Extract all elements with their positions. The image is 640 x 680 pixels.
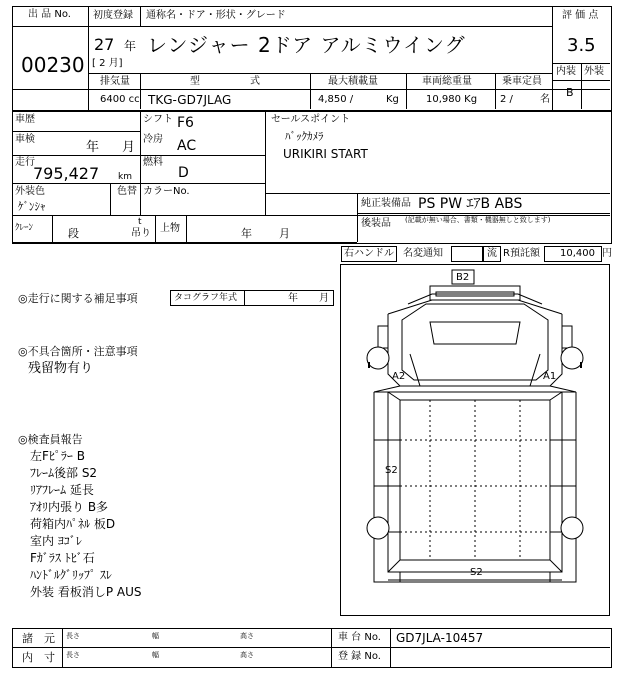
inspector-item: 荷箱内ﾊﾟﾈﾙ 板D [30,517,116,531]
chassis-label: 車 台 No. [338,632,381,643]
inspection-month-unit: 月 [122,140,136,155]
capacity-label: 乗車定員 [502,76,542,87]
height-label: 高さ [240,632,254,640]
crane-suspend-unit: 吊り [131,228,151,239]
inspector-item: ｱｵﾘ内張り B多 [30,500,109,514]
mileage-label: 走行 [15,157,35,168]
gross-weight-label: 車両総重量 [422,76,472,87]
dims-label: 諸 元 [22,632,55,645]
height-label-2: 高さ [240,651,254,659]
damage-mark-s2-side: S2 [385,465,398,476]
length-label-2: 長さ [66,651,80,659]
lot-label: 出 品 No. [28,9,71,20]
first-reg-year: 27 [94,35,115,54]
history-label: 車歴 [15,114,35,125]
gross-weight-value: 10,980 Kg [426,94,478,105]
mileage-unit: km [118,172,132,182]
damage-mark-s2-rear: S2 [470,567,483,578]
driving-notes-label: ◎走行に関する補足事項 [18,292,138,305]
genuine-equip-value: PS PW ｴｱB ABS [418,196,523,212]
inspector-item: 室内 ﾖｺﾞﾚ [30,534,82,548]
aftermarket-note: (記載が無い場合、書類・機器無しと致します) [405,216,551,224]
sales-point-1: ﾊﾞｯｸｶﾒﾗ [285,130,324,143]
capacity-value: 2 / [500,94,513,105]
ac-label: 冷房 [143,134,163,145]
defects-label: ◎不具合箇所・注意事項 [18,345,138,358]
ac-value: AC [177,138,197,154]
tachograph-label: タコグラフ年式 [174,293,238,303]
sales-point-2: URIKIRI START [283,147,368,161]
max-load-label: 最大積載量 [328,76,378,87]
chassis-number: GD7JLA-10457 [396,631,484,645]
width-label-2: 幅 [152,651,159,659]
color-code-label: カラーNo. [143,186,190,197]
name-change-label: 名変通知 [403,248,443,259]
inspector-item: 左Fﾋﾟﾗｰ B [30,449,85,463]
mount-label: 上物 [160,223,180,234]
max-load-unit: Kg [386,94,399,105]
tacho-month-unit: 月 [319,293,329,304]
model-label: 通称名・ドア・形状・グレード [146,10,286,21]
fuel-label: 燃料 [143,157,163,168]
inspector-item: ﾘｱﾌﾚｰﾑ 延長 [30,483,94,497]
car-name: レンジャー 2ドア アルミウイング [147,33,466,57]
displacement-value: 6400 cc [100,94,140,105]
type-label: 型 式 [190,76,270,87]
tacho-year-unit: 年 [288,293,298,304]
max-load-value: 4,850 / [318,94,354,105]
defect-item-1: 残留物有り [28,361,94,376]
damage-mark-b2: B2 [456,272,470,283]
mount-year-unit: 年 [241,227,252,240]
crane-label: ｸﾚｰﾝ [15,223,34,233]
inspection-label: 車検 [15,134,35,145]
displacement-label: 排気量 [100,76,130,87]
lot-number: 00230 [21,53,85,77]
first-reg-month: [ 2 月] [92,58,123,69]
name-change-box [451,246,483,262]
r-deposit-value: 10,400 [560,248,595,259]
genuine-equip-label: 純正装備品 [361,198,411,209]
ext-color-label: 外装色 [15,186,45,197]
inspector-item: ﾊﾝﾄﾞﾙｸﾞﾘｯﾌﾟ ｽﾚ [30,568,112,582]
score-value: 3.5 [567,35,596,56]
crane-ton-unit: t [138,217,142,227]
ext-color-value: ｹﾞﾝｼｬ [18,200,46,213]
color-change-label: 色替 [117,186,137,197]
r-deposit-label: R預託額 [503,248,540,259]
registration-label: 登 録 No. [338,651,381,662]
score-label: 評 価 点 [562,10,599,21]
inspector-item: ﾌﾚｰﾑ後部 S2 [30,466,98,480]
inspector-label: ◎検査員報告 [18,433,83,446]
footer-frame [12,628,612,668]
crane-stage-unit: 段 [68,227,79,240]
first-reg-year-unit: 年 [124,39,137,53]
type-value: TKG-GD7JLAG [148,93,232,107]
capacity-unit: 名 [540,94,550,105]
inspector-item: Fｶﾞﾗｽ ﾄﾋﾞ石 [30,551,95,565]
fuel-value: D [178,165,189,181]
inspection-year-unit: 年 [86,140,100,155]
inspector-list [30,448,141,601]
mileage-value: 795,427 [33,164,100,183]
damage-mark-a2: A2 [392,371,406,382]
interior-grade: B [566,86,574,99]
first-reg-label: 初度登録 [93,10,133,21]
sales-points-label: セールスポイント [271,114,351,125]
inspector-item: 外装 看板消しP AUS [30,585,142,599]
truck-diagram [340,264,610,616]
tail-label: 流 [487,248,497,259]
aftermarket-label: 後装品 [361,218,391,229]
length-label: 長さ [66,632,80,640]
shift-value: F6 [177,115,194,131]
yen-unit: 円 [602,248,612,259]
mount-month-unit: 月 [279,227,290,240]
interior-grade-label: 内装 [556,66,576,77]
damage-mark-a1: A1 [543,371,557,382]
width-label: 幅 [152,632,159,640]
shift-label: シフト [143,114,173,125]
handle-value: 右ハンドル [344,248,394,259]
interior-dims-label: 内 寸 [22,651,55,664]
exterior-grade-label: 外装 [584,66,604,77]
